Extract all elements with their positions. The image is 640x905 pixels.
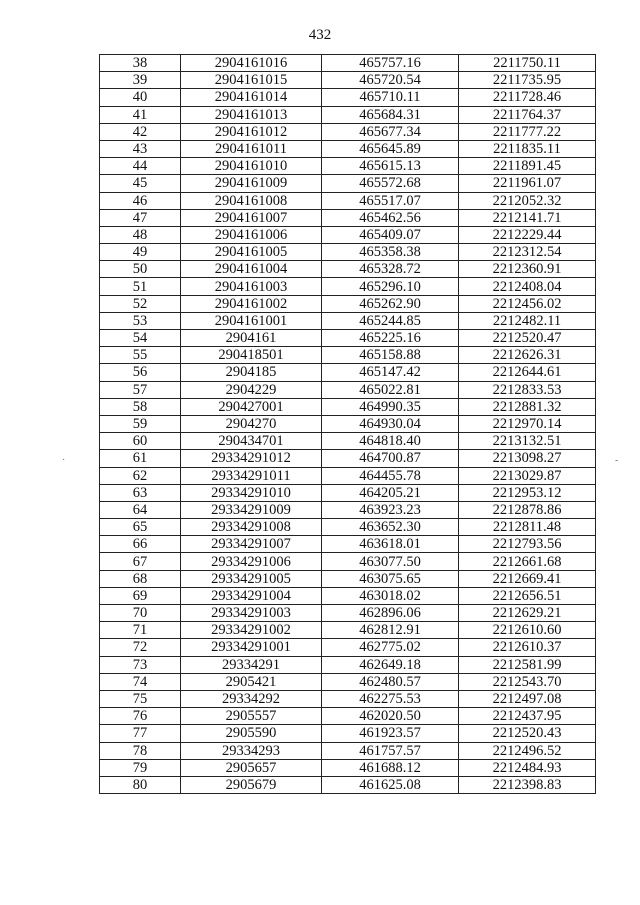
y-coordinate-cell: 2212833.53 xyxy=(459,381,596,398)
point-code-cell: 2905590 xyxy=(181,725,322,742)
table-row xyxy=(100,209,596,226)
point-code-cell: 29334291003 xyxy=(181,605,322,622)
table-row xyxy=(100,244,596,261)
point-code-cell: 2904161012 xyxy=(181,123,322,140)
x-coordinate-cell: 464930.04 xyxy=(322,415,459,432)
x-coordinate-cell: 465262.90 xyxy=(322,295,459,312)
table-row xyxy=(100,467,596,484)
y-coordinate-cell: 2212141.71 xyxy=(459,209,596,226)
point-number-cell: 73 xyxy=(100,656,181,673)
x-coordinate-cell: 464205.21 xyxy=(322,484,459,501)
y-coordinate-cell: 2212793.56 xyxy=(459,536,596,553)
point-number-cell: 69 xyxy=(100,587,181,604)
point-number-cell: 54 xyxy=(100,330,181,347)
table-row xyxy=(100,450,596,467)
table-row xyxy=(100,484,596,501)
table-row xyxy=(100,776,596,793)
table-row xyxy=(100,605,596,622)
x-coordinate-cell: 465677.34 xyxy=(322,123,459,140)
point-code-cell: 2904270 xyxy=(181,415,322,432)
y-coordinate-cell: 2212811.48 xyxy=(459,519,596,536)
table-row xyxy=(100,364,596,381)
point-code-cell: 29334293 xyxy=(181,742,322,759)
table-row xyxy=(100,158,596,175)
x-coordinate-cell: 465328.72 xyxy=(322,261,459,278)
point-number-cell: 49 xyxy=(100,244,181,261)
table-row xyxy=(100,742,596,759)
y-coordinate-cell: 2212953.12 xyxy=(459,484,596,501)
point-number-cell: 75 xyxy=(100,690,181,707)
point-code-cell: 2904185 xyxy=(181,364,322,381)
y-coordinate-cell: 2212644.61 xyxy=(459,364,596,381)
x-coordinate-cell: 462896.06 xyxy=(322,605,459,622)
table-row xyxy=(100,295,596,312)
point-code-cell: 290434701 xyxy=(181,433,322,450)
point-code-cell: 2904161015 xyxy=(181,72,322,89)
table-row xyxy=(100,587,596,604)
point-number-cell: 46 xyxy=(100,192,181,209)
x-coordinate-cell: 465645.89 xyxy=(322,140,459,157)
point-code-cell: 29334292 xyxy=(181,690,322,707)
point-code-cell: 2905679 xyxy=(181,776,322,793)
x-coordinate-cell: 462275.53 xyxy=(322,690,459,707)
table-row xyxy=(100,123,596,140)
y-coordinate-cell: 2212437.95 xyxy=(459,708,596,725)
point-code-cell: 2904161009 xyxy=(181,175,322,192)
point-code-cell: 2904161016 xyxy=(181,55,322,72)
point-number-cell: 57 xyxy=(100,381,181,398)
point-number-cell: 60 xyxy=(100,433,181,450)
y-coordinate-cell: 2211891.45 xyxy=(459,158,596,175)
point-code-cell: 2904161010 xyxy=(181,158,322,175)
y-coordinate-cell: 2212482.11 xyxy=(459,312,596,329)
y-coordinate-cell: 2212881.32 xyxy=(459,398,596,415)
point-number-cell: 56 xyxy=(100,364,181,381)
point-number-cell: 59 xyxy=(100,415,181,432)
coordinates-table-wrapper xyxy=(99,54,595,794)
point-code-cell: 2904161006 xyxy=(181,226,322,243)
y-coordinate-cell: 2212456.02 xyxy=(459,295,596,312)
table-row xyxy=(100,175,596,192)
point-number-cell: 39 xyxy=(100,72,181,89)
table-row xyxy=(100,570,596,587)
point-code-cell: 29334291004 xyxy=(181,587,322,604)
y-coordinate-cell: 2211750.11 xyxy=(459,55,596,72)
point-code-cell: 2904161007 xyxy=(181,209,322,226)
point-code-cell: 2905421 xyxy=(181,673,322,690)
x-coordinate-cell: 462020.50 xyxy=(322,708,459,725)
point-code-cell: 29334291 xyxy=(181,656,322,673)
point-number-cell: 62 xyxy=(100,467,181,484)
x-coordinate-cell: 465244.85 xyxy=(322,312,459,329)
point-code-cell: 2904161008 xyxy=(181,192,322,209)
table-row xyxy=(100,312,596,329)
table-row xyxy=(100,192,596,209)
point-code-cell: 2904161005 xyxy=(181,244,322,261)
table-row xyxy=(100,278,596,295)
point-number-cell: 67 xyxy=(100,553,181,570)
x-coordinate-cell: 462775.02 xyxy=(322,639,459,656)
table-row xyxy=(100,690,596,707)
point-number-cell: 40 xyxy=(100,89,181,106)
point-code-cell: 2905557 xyxy=(181,708,322,725)
x-coordinate-cell: 465710.11 xyxy=(322,89,459,106)
x-coordinate-cell: 464455.78 xyxy=(322,467,459,484)
coordinates-table xyxy=(99,54,596,794)
x-coordinate-cell: 465022.81 xyxy=(322,381,459,398)
point-number-cell: 47 xyxy=(100,209,181,226)
point-number-cell: 63 xyxy=(100,484,181,501)
point-code-cell: 2904161011 xyxy=(181,140,322,157)
table-row xyxy=(100,622,596,639)
y-coordinate-cell: 2212312.54 xyxy=(459,244,596,261)
table-row xyxy=(100,261,596,278)
table-row xyxy=(100,226,596,243)
table-row xyxy=(100,106,596,123)
point-number-cell: 65 xyxy=(100,519,181,536)
x-coordinate-cell: 465572.68 xyxy=(322,175,459,192)
x-coordinate-cell: 465409.07 xyxy=(322,226,459,243)
y-coordinate-cell: 2211735.95 xyxy=(459,72,596,89)
y-coordinate-cell: 2212484.93 xyxy=(459,759,596,776)
x-coordinate-cell: 464700.87 xyxy=(322,450,459,467)
x-coordinate-cell: 465757.16 xyxy=(322,55,459,72)
x-coordinate-cell: 465462.56 xyxy=(322,209,459,226)
point-code-cell: 2904161001 xyxy=(181,312,322,329)
table-row xyxy=(100,656,596,673)
y-coordinate-cell: 2212656.51 xyxy=(459,587,596,604)
point-number-cell: 78 xyxy=(100,742,181,759)
y-coordinate-cell: 2212661.68 xyxy=(459,553,596,570)
y-coordinate-cell: 2213132.51 xyxy=(459,433,596,450)
point-number-cell: 45 xyxy=(100,175,181,192)
y-coordinate-cell: 2212398.83 xyxy=(459,776,596,793)
point-code-cell: 2904161003 xyxy=(181,278,322,295)
x-coordinate-cell: 463075.65 xyxy=(322,570,459,587)
y-coordinate-cell: 2212496.52 xyxy=(459,742,596,759)
y-coordinate-cell: 2212669.41 xyxy=(459,570,596,587)
point-number-cell: 53 xyxy=(100,312,181,329)
y-coordinate-cell: 2212626.31 xyxy=(459,347,596,364)
point-code-cell: 2904161002 xyxy=(181,295,322,312)
point-number-cell: 68 xyxy=(100,570,181,587)
point-code-cell: 29334291007 xyxy=(181,536,322,553)
y-coordinate-cell: 2211961.07 xyxy=(459,175,596,192)
point-code-cell: 29334291012 xyxy=(181,450,322,467)
point-code-cell: 29334291001 xyxy=(181,639,322,656)
x-coordinate-cell: 461625.08 xyxy=(322,776,459,793)
point-code-cell: 2904161004 xyxy=(181,261,322,278)
point-code-cell: 2904161014 xyxy=(181,89,322,106)
table-row xyxy=(100,140,596,157)
point-number-cell: 58 xyxy=(100,398,181,415)
point-code-cell: 2905657 xyxy=(181,759,322,776)
x-coordinate-cell: 465147.42 xyxy=(322,364,459,381)
point-code-cell: 29334291009 xyxy=(181,501,322,518)
point-code-cell: 29334291008 xyxy=(181,519,322,536)
y-coordinate-cell: 2212229.44 xyxy=(459,226,596,243)
point-number-cell: 52 xyxy=(100,295,181,312)
point-number-cell: 44 xyxy=(100,158,181,175)
point-number-cell: 42 xyxy=(100,123,181,140)
x-coordinate-cell: 462480.57 xyxy=(322,673,459,690)
y-coordinate-cell: 2212497.08 xyxy=(459,690,596,707)
y-coordinate-cell: 2211728.46 xyxy=(459,89,596,106)
point-number-cell: 48 xyxy=(100,226,181,243)
point-code-cell: 29334291006 xyxy=(181,553,322,570)
point-code-cell: 29334291011 xyxy=(181,467,322,484)
table-row xyxy=(100,553,596,570)
y-coordinate-cell: 2212970.14 xyxy=(459,415,596,432)
y-coordinate-cell: 2213098.27 xyxy=(459,450,596,467)
x-coordinate-cell: 461757.57 xyxy=(322,742,459,759)
point-number-cell: 72 xyxy=(100,639,181,656)
coordinates-table-body xyxy=(100,55,596,794)
table-row xyxy=(100,433,596,450)
x-coordinate-cell: 463652.30 xyxy=(322,519,459,536)
table-row xyxy=(100,72,596,89)
point-number-cell: 70 xyxy=(100,605,181,622)
table-row xyxy=(100,347,596,364)
x-coordinate-cell: 465517.07 xyxy=(322,192,459,209)
y-coordinate-cell: 2211764.37 xyxy=(459,106,596,123)
margin-mark-left: · xyxy=(62,455,66,466)
table-row xyxy=(100,55,596,72)
x-coordinate-cell: 465358.38 xyxy=(322,244,459,261)
table-row xyxy=(100,501,596,518)
point-number-cell: 41 xyxy=(100,106,181,123)
y-coordinate-cell: 2213029.87 xyxy=(459,467,596,484)
point-number-cell: 80 xyxy=(100,776,181,793)
x-coordinate-cell: 464818.40 xyxy=(322,433,459,450)
x-coordinate-cell: 463018.02 xyxy=(322,587,459,604)
y-coordinate-cell: 2212581.99 xyxy=(459,656,596,673)
table-row xyxy=(100,673,596,690)
point-code-cell: 29334291005 xyxy=(181,570,322,587)
point-code-cell: 2904161 xyxy=(181,330,322,347)
y-coordinate-cell: 2212520.43 xyxy=(459,725,596,742)
table-row xyxy=(100,89,596,106)
x-coordinate-cell: 465615.13 xyxy=(322,158,459,175)
table-row xyxy=(100,519,596,536)
x-coordinate-cell: 464990.35 xyxy=(322,398,459,415)
point-code-cell: 290418501 xyxy=(181,347,322,364)
y-coordinate-cell: 2212543.70 xyxy=(459,673,596,690)
y-coordinate-cell: 2212878.86 xyxy=(459,501,596,518)
point-code-cell: 29334291002 xyxy=(181,622,322,639)
x-coordinate-cell: 463923.23 xyxy=(322,501,459,518)
y-coordinate-cell: 2212610.60 xyxy=(459,622,596,639)
point-number-cell: 76 xyxy=(100,708,181,725)
x-coordinate-cell: 462812.91 xyxy=(322,622,459,639)
margin-mark-right: - xyxy=(615,455,619,466)
point-code-cell: 290427001 xyxy=(181,398,322,415)
point-number-cell: 64 xyxy=(100,501,181,518)
y-coordinate-cell: 2212052.32 xyxy=(459,192,596,209)
point-number-cell: 77 xyxy=(100,725,181,742)
point-number-cell: 38 xyxy=(100,55,181,72)
page-number: 432 xyxy=(308,27,332,43)
x-coordinate-cell: 463077.50 xyxy=(322,553,459,570)
x-coordinate-cell: 463618.01 xyxy=(322,536,459,553)
table-row xyxy=(100,330,596,347)
y-coordinate-cell: 2211835.11 xyxy=(459,140,596,157)
x-coordinate-cell: 465225.16 xyxy=(322,330,459,347)
x-coordinate-cell: 461923.57 xyxy=(322,725,459,742)
table-row xyxy=(100,536,596,553)
x-coordinate-cell: 465296.10 xyxy=(322,278,459,295)
point-number-cell: 51 xyxy=(100,278,181,295)
table-row xyxy=(100,759,596,776)
table-row xyxy=(100,415,596,432)
point-number-cell: 55 xyxy=(100,347,181,364)
x-coordinate-cell: 465684.31 xyxy=(322,106,459,123)
point-number-cell: 50 xyxy=(100,261,181,278)
point-number-cell: 71 xyxy=(100,622,181,639)
point-code-cell: 2904229 xyxy=(181,381,322,398)
table-row xyxy=(100,725,596,742)
y-coordinate-cell: 2212360.91 xyxy=(459,261,596,278)
y-coordinate-cell: 2211777.22 xyxy=(459,123,596,140)
x-coordinate-cell: 465720.54 xyxy=(322,72,459,89)
point-number-cell: 79 xyxy=(100,759,181,776)
x-coordinate-cell: 462649.18 xyxy=(322,656,459,673)
y-coordinate-cell: 2212629.21 xyxy=(459,605,596,622)
table-row xyxy=(100,639,596,656)
y-coordinate-cell: 2212408.04 xyxy=(459,278,596,295)
x-coordinate-cell: 461688.12 xyxy=(322,759,459,776)
table-row xyxy=(100,708,596,725)
point-number-cell: 74 xyxy=(100,673,181,690)
point-number-cell: 66 xyxy=(100,536,181,553)
point-number-cell: 61 xyxy=(100,450,181,467)
x-coordinate-cell: 465158.88 xyxy=(322,347,459,364)
table-row xyxy=(100,398,596,415)
y-coordinate-cell: 2212610.37 xyxy=(459,639,596,656)
table-row xyxy=(100,381,596,398)
point-code-cell: 29334291010 xyxy=(181,484,322,501)
point-code-cell: 2904161013 xyxy=(181,106,322,123)
point-number-cell: 43 xyxy=(100,140,181,157)
y-coordinate-cell: 2212520.47 xyxy=(459,330,596,347)
